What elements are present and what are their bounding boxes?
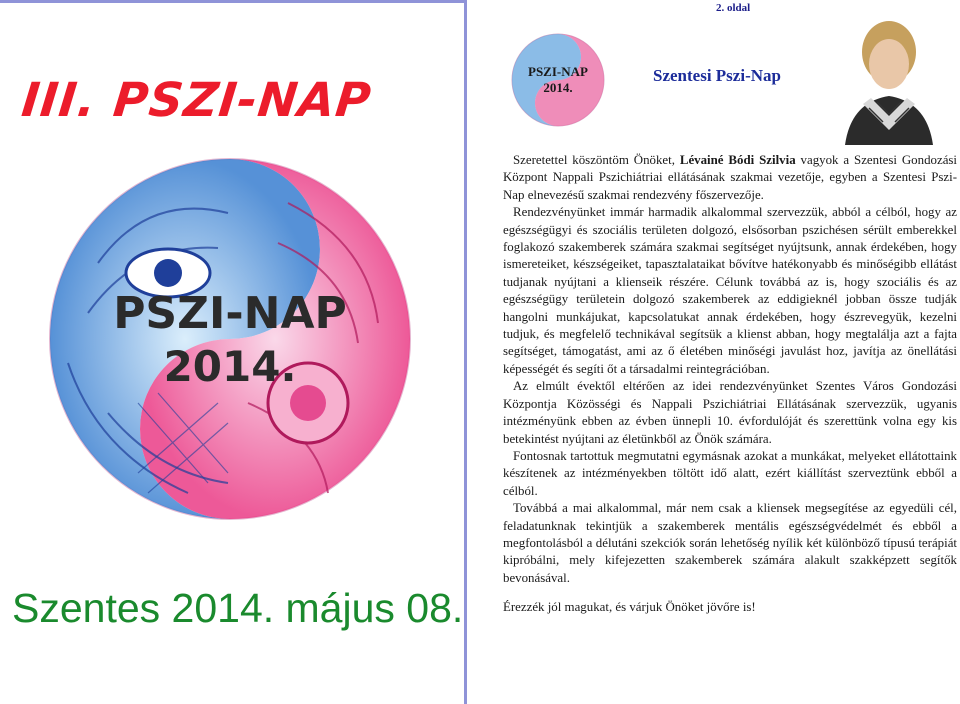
art-text-line2: 2014. (163, 342, 297, 391)
logo-line1: PSZI-NAP (528, 64, 588, 79)
cover-footer: Szentes 2014. május 08. (12, 585, 464, 631)
intro-before: Szeretettel köszöntöm Önöket, (513, 153, 680, 167)
paragraph-4: Fontosnak tartottuk megmutatni egymásnak azokat a munkákat, melyeket ellátottaink készítenek az intézményekben töltött idő alatt, ezért kiállítást szerveztünk ebből a célból. (503, 448, 957, 498)
logo-line2: 2014. (543, 80, 573, 95)
cover-panel (0, 0, 467, 704)
intro-after: vagyok a Szentesi Gondozási Központ Nappali Pszichiátriai ellátásának szakmai vezetője, egyben a Szentesi Pszi-Nap elnevezésű szakmai rendezvény főszervezője. (503, 153, 958, 202)
cover-title: III. PSZI-NAP (19, 73, 375, 128)
art-text-line1: PSZI-NAP (113, 288, 347, 339)
article-body (503, 152, 957, 617)
page-number: 2. oldal (716, 2, 751, 14)
pszi-nap-logo (510, 32, 606, 128)
intro-paragraph (503, 152, 957, 204)
header-title: Szentesi Pszi-Nap (653, 66, 781, 85)
pszi-nap-artwork (28, 153, 432, 525)
closing-line: Érezzék jól magukat, és várjuk Önöket jövőre is! (503, 600, 756, 615)
author-name: Lévainé Bódi Szilvia (679, 153, 796, 167)
paragraph-5: Továbbá a mai alkalommal, már nem csak a kliensek megsegítése az egyedüli cél, feladatunknak tekintjük a szakemberek mentális egészségvédelmét és ebből a megfontolásból a délutáni szekciók során lehetőség nyílik két különböző típusú terápiát kipróbálni, mely kifejezetten szakemberek számára alakult szakképzett segítők bevonásával. (503, 501, 957, 585)
paragraph-2: Rendezvényünket immár harmadik alkalommal szervezzük, abból a célból, hogy az egészségügyi és szociális területen dolgozó, elsősorban pszichésen sérült emberekkel foglakozó szakemberek számára szakmai segítséget nyújtsunk, annak érdekében, hogy ismereteiket, készségeiket, tapasztalataikat bővítve hatékonyabb és minőségibb ellátást tudjanak nyújtani a klienseik részére. Célunk továbbá az is, hogy szociális és az egészségügy területein dolgozó szakemberek az eddigieknél jobban össze tudják hangolni munkájukat, kapcsolatukat annak érdekében, hogy észrevegyük, kezelni tudjuk, és megfelelő technikával segítsük a klienst abban, hogy megtalálja azt a fajta segítséget, támogatást, ami az ő életében minőségi javulást hoz, javítja az önellátási képességét és segíti őt a társadalmi reintegrációban. (503, 205, 957, 376)
paragraph-3: Az elmúlt évektől eltérően az idei rendezvényünket Szentes Város Gondozási Központja Közösségi és Nappali Pszichiátriai Ellátásának szervezzük, ugyanis intézményünk ebben az évben ünnepli 10. évfordulóját és szerettünk volna egy kis betekintést nyújtani az életünkből az Önök számára. (503, 379, 957, 446)
author-portrait (837, 12, 941, 145)
